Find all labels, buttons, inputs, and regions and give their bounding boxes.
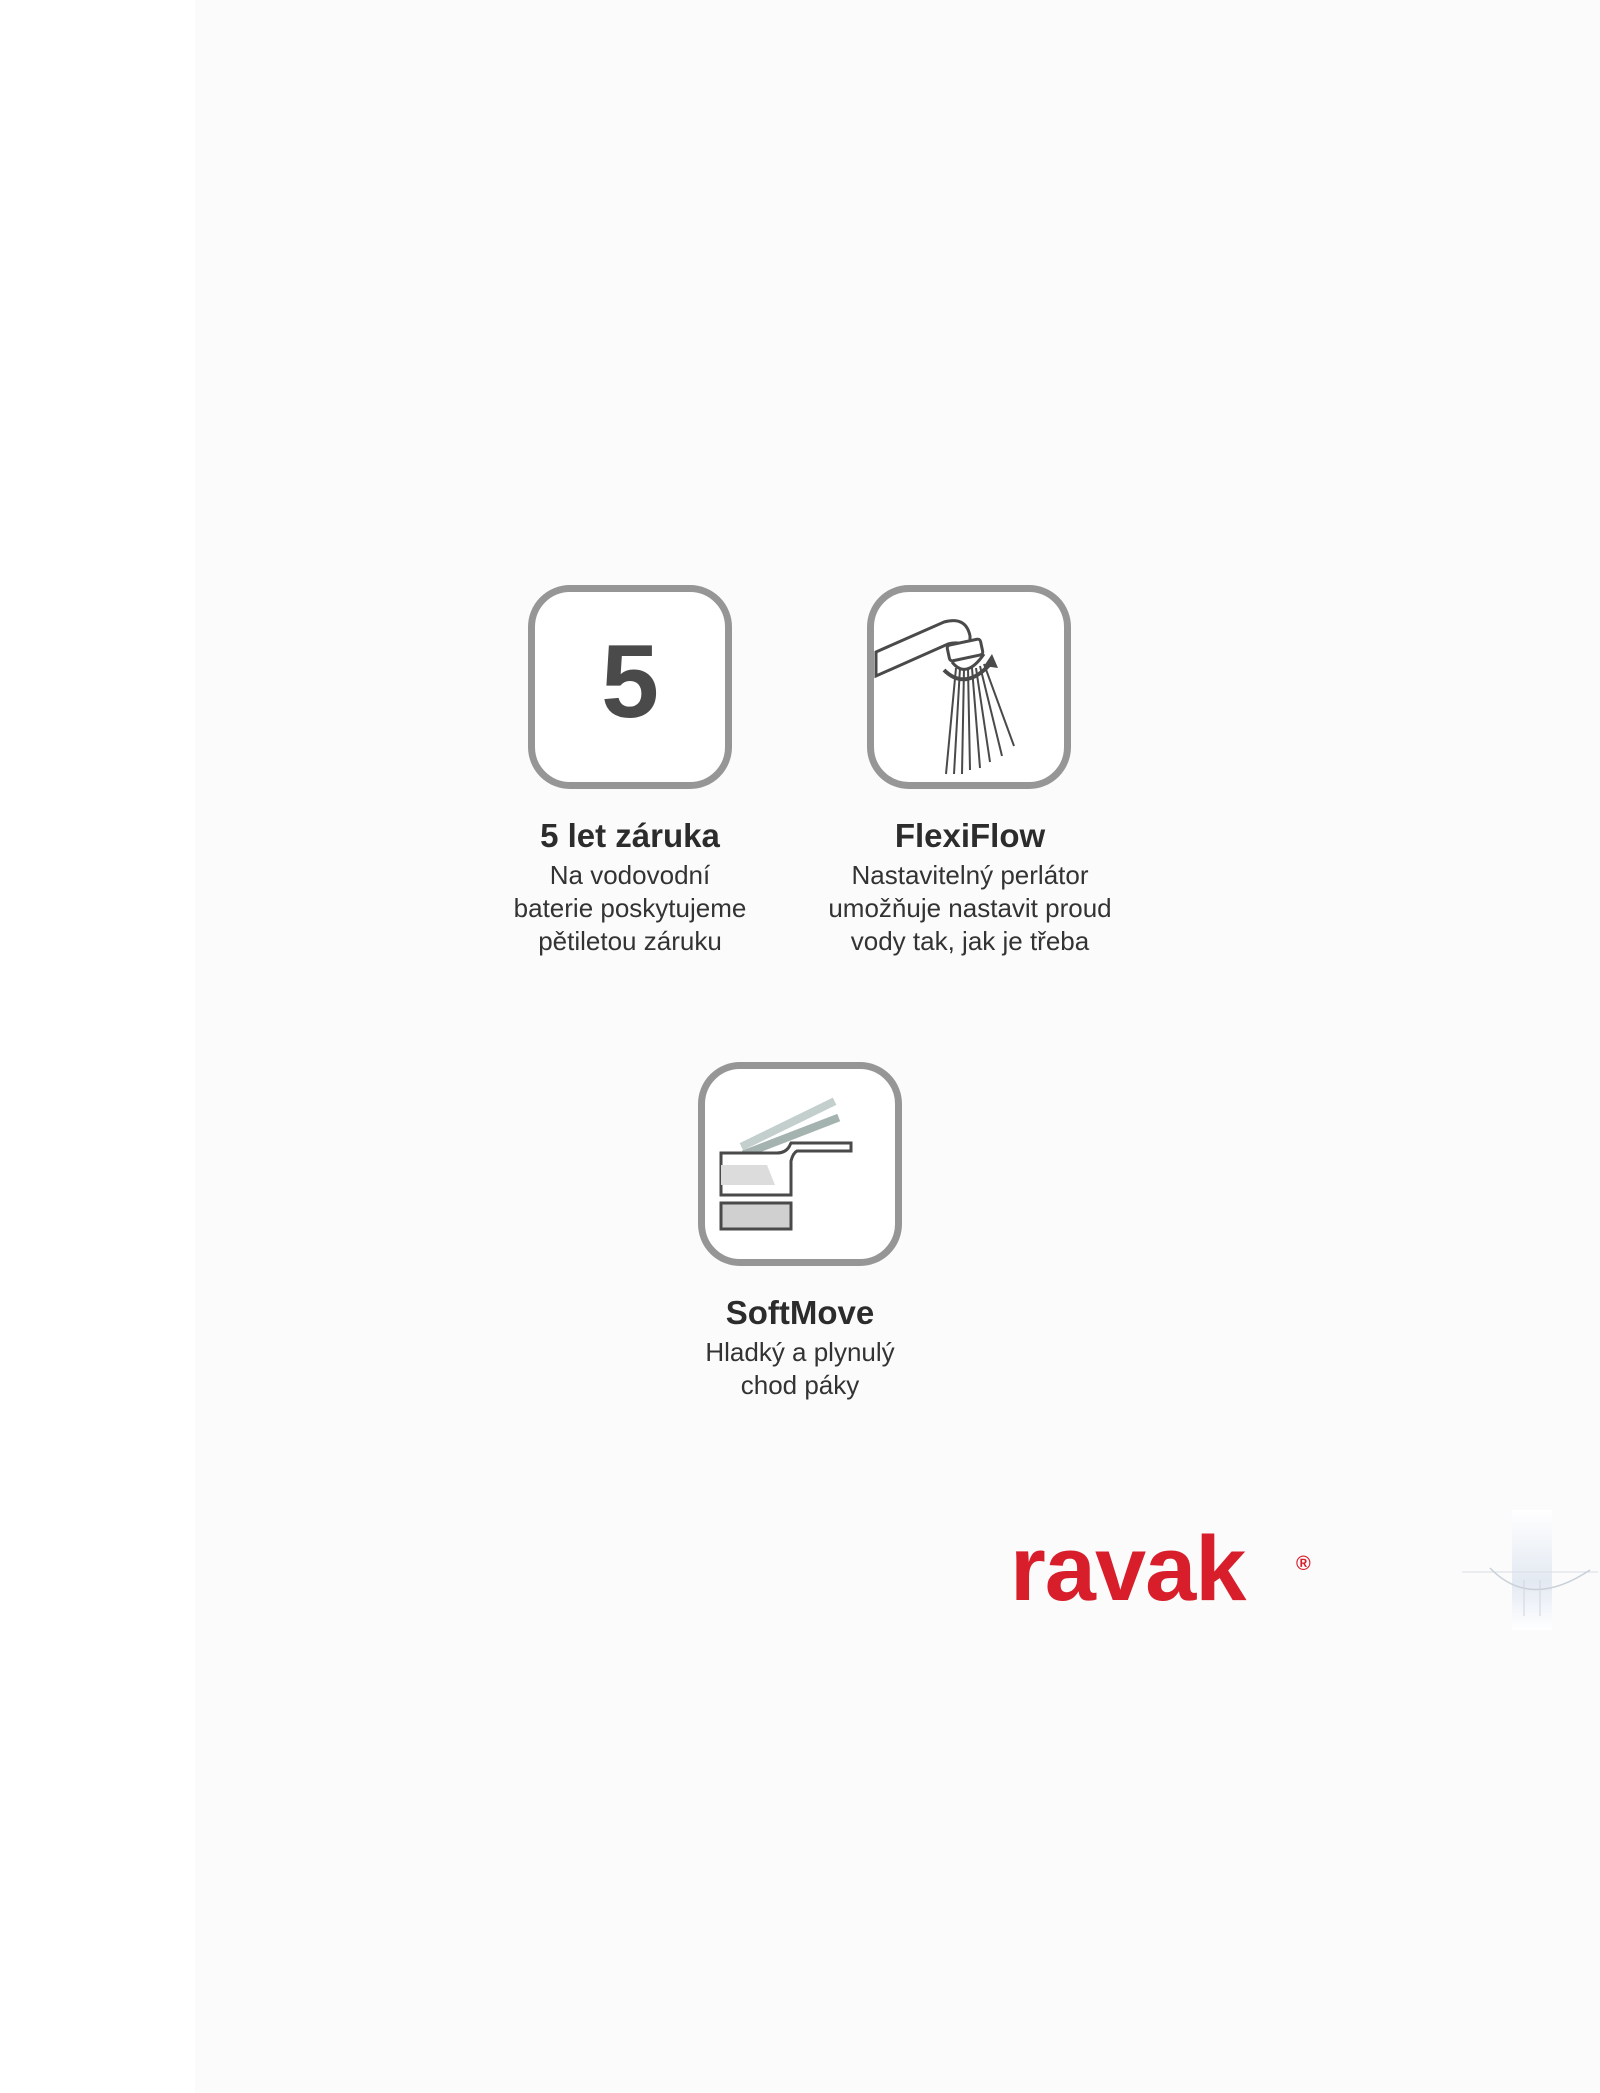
feature-title: SoftMove <box>725 1294 875 1331</box>
feature-description-line: pětiletou záruku <box>538 926 722 956</box>
feature-description-line: Hladký a plynulý <box>705 1337 895 1367</box>
feature-description-line: umožňuje nastavit proud <box>828 893 1112 923</box>
ravak-logo: ravak <box>1010 1518 1246 1620</box>
feature-description-line: chod páky <box>740 1370 860 1400</box>
feature-description-line: Na vodovodní <box>549 860 711 890</box>
warranty-digit: 5 <box>601 624 659 740</box>
feature-description-line: baterie poskytujeme <box>513 893 747 923</box>
feature-description-line: Nastavitelný perlátor <box>851 860 1089 890</box>
feature-title: FlexiFlow <box>894 817 1046 854</box>
feature-description-line: vody tak, jak je třeba <box>850 926 1090 956</box>
aerator-spray-icon <box>867 585 1071 789</box>
feature-softmove <box>670 1062 930 1402</box>
feature-title: 5 let záruka <box>540 817 720 854</box>
page-panel <box>195 0 1600 2093</box>
feature-flexiflow <box>810 585 1130 965</box>
warranty-5-icon <box>528 585 732 789</box>
lever-handle-icon <box>698 1062 902 1266</box>
watermark-graphic <box>1460 1510 1600 1645</box>
registered-mark: ® <box>1296 1553 1311 1575</box>
feature-warranty <box>500 585 760 965</box>
